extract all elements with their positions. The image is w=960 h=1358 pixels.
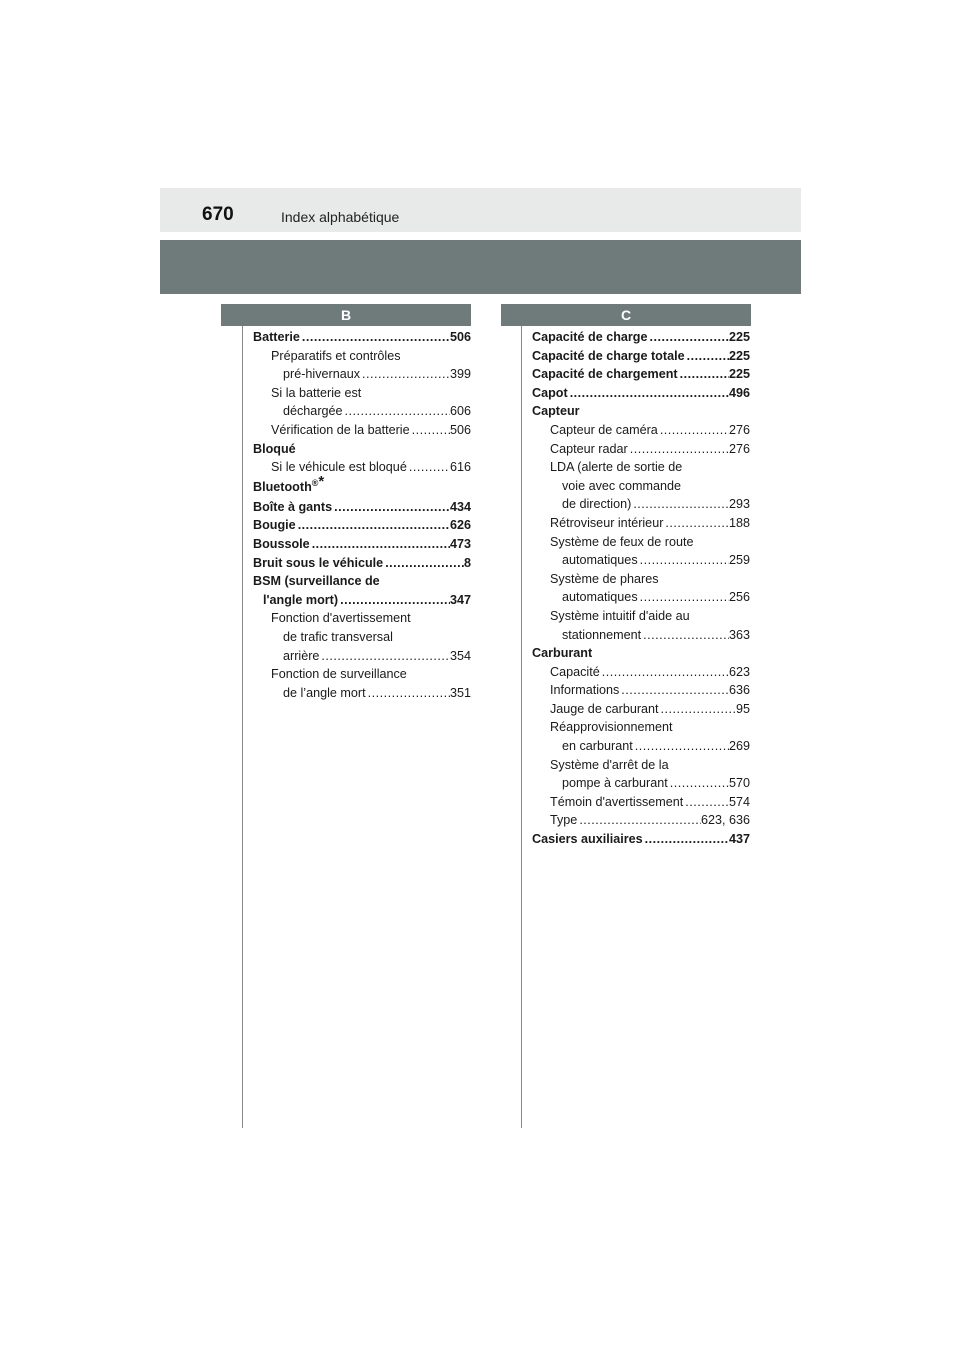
index-entry: Fonction d'avertissement	[271, 611, 411, 626]
index-entry[interactable]: Capot ..... 496	[532, 384, 750, 403]
index-entry[interactable]: Casiers auxiliaires ..... 437	[532, 830, 750, 849]
index-entry: Système de feux de route	[550, 534, 694, 549]
index-entry[interactable]: de l’angle mort ..... 351	[253, 684, 471, 703]
header-band	[160, 240, 801, 294]
index-entry[interactable]: Bougie ..... 626	[253, 516, 471, 535]
index-entry[interactable]: Informations ..... 636	[532, 681, 750, 700]
index-entry[interactable]: Capacité de charge totale ..... 225	[532, 347, 750, 366]
index-entry[interactable]: de direction) ..... 293	[532, 495, 750, 514]
index-entry: Préparatifs et contrôles	[271, 348, 401, 363]
registered-mark: ®	[311, 477, 319, 488]
index-entry[interactable]: Capacité de chargement ..... 225	[532, 365, 750, 384]
index-entry: Bluetooth®*	[253, 472, 325, 494]
index-entry: Réapprovisionnement	[550, 720, 673, 735]
column-rule-b	[242, 326, 243, 1128]
index-entry[interactable]: Type ..... 623, 636	[532, 811, 750, 830]
footnote-star: *	[318, 472, 325, 490]
index-entry[interactable]: Capteur de caméra ..... 276	[532, 421, 750, 440]
header-bar	[160, 188, 801, 232]
index-entry[interactable]: Jauge de carburant ..... 95	[532, 700, 750, 719]
index-entry: Si la batterie est	[271, 385, 362, 400]
section-letter-c: C	[501, 304, 751, 326]
page-title: Index alphabétique	[281, 209, 400, 225]
index-entry: Carburant	[532, 646, 593, 661]
index-entry[interactable]: Boussole ..... 473	[253, 535, 471, 554]
index-entry[interactable]: Témoin d'avertissement ..... 574	[532, 793, 750, 812]
index-entry: Système de phares	[550, 571, 659, 586]
index-entry[interactable]: en carburant ..... 269	[532, 737, 750, 756]
index-entry[interactable]: Capacité de charge ..... 225	[532, 328, 750, 347]
index-entry[interactable]: automatiques ..... 259	[532, 551, 750, 570]
index-entry: Bloqué	[253, 441, 296, 456]
index-entry[interactable]: pré-hivernaux ..... 399	[253, 365, 471, 384]
index-entry[interactable]: l'angle mort) ..... 347	[253, 591, 471, 610]
index-entry: voie avec commande	[562, 478, 682, 493]
index-entry: LDA (alerte de sortie de	[550, 460, 683, 475]
index-entry: de trafic transversal	[283, 629, 393, 644]
index-entry[interactable]: Capacité ..... 623	[532, 663, 750, 682]
index-entry[interactable]: Capteur radar ..... 276	[532, 440, 750, 459]
column-rule-c	[521, 326, 522, 1128]
section-letter-b: B	[221, 304, 471, 326]
index-entry[interactable]: Vérification de la batterie ..... 506	[253, 421, 471, 440]
index-entry: BSM (surveillance de	[253, 574, 380, 589]
index-entry[interactable]: Bruit sous le véhicule ..... 8	[253, 554, 471, 573]
index-entry: Capteur	[532, 404, 580, 419]
index-entry[interactable]: Boîte à gants ..... 434	[253, 498, 471, 517]
index-entry[interactable]: automatiques ..... 256	[532, 588, 750, 607]
index-entry[interactable]: Batterie ..... 506	[253, 328, 471, 347]
index-column-c	[532, 328, 750, 849]
index-entry: Système d'arrêt de la	[550, 757, 669, 772]
index-entry: Fonction de surveillance	[271, 667, 407, 682]
index-entry[interactable]: Rétroviseur intérieur ..... 188	[532, 514, 750, 533]
index-entry[interactable]: stationnement ..... 363	[532, 626, 750, 645]
page-number: 670	[202, 204, 234, 225]
index-entry: Système intuitif d'aide au	[550, 608, 690, 623]
index-entry[interactable]: Si le véhicule est bloqué ..... 616	[253, 458, 471, 477]
index-column-b	[253, 328, 471, 702]
index-entry[interactable]: déchargée ..... 606	[253, 402, 471, 421]
index-entry[interactable]: pompe à carburant ..... 570	[532, 774, 750, 793]
index-entry[interactable]: arrière ..... 354	[253, 647, 471, 666]
